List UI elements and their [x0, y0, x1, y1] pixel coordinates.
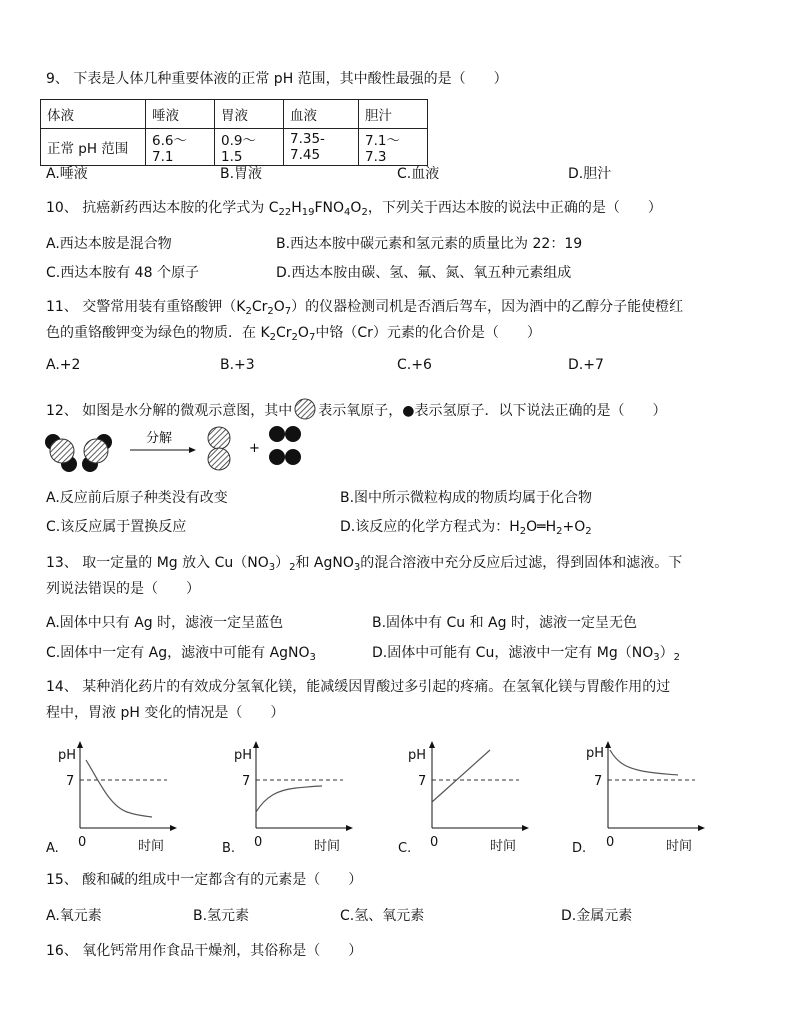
graph-seven-label: 7	[66, 774, 75, 789]
hydrogen-atom	[269, 449, 285, 465]
q10-stem-part: ，下列关于西达本胺的说法中正确的是（ ）	[367, 200, 662, 216]
graph-ylabel: pH	[408, 748, 427, 763]
q11-text: 中铬（Cr）元素的化合价是（ ）	[315, 325, 541, 341]
graph-seven-label: 7	[242, 774, 251, 789]
q11-text: Cr	[251, 299, 268, 315]
hydrogen-atom	[285, 449, 301, 465]
q12-option-b[interactable]: B.图中所示微粒构成的物质均属于化合物	[340, 490, 593, 506]
q14-stem-line1: 14、 某种消化药片的有效成分氢氧化镁，能减缓因胃酸过多引起的疼痛。在氢氧化镁与胃酸作用的过	[46, 679, 671, 695]
q10-option-b[interactable]: B.西达本胺中碳元素和氢元素的质量比为 22：19	[276, 236, 583, 252]
q13-option-a[interactable]: A.固体中只有 Ag 时，滤液一定呈蓝色	[46, 615, 284, 631]
subscript: 4	[344, 207, 351, 218]
hydrogen-atom	[285, 426, 301, 442]
q12-stem	[46, 398, 666, 420]
graph-xlabel: 时间	[138, 839, 165, 854]
subscript: 2	[267, 306, 274, 317]
subscript: 3	[353, 562, 361, 573]
q13-text: 和 AgNO	[295, 555, 354, 571]
q13-text: 13、 取一定量的 Mg 放入 Cu（NO	[46, 555, 269, 571]
ph-range-table	[40, 99, 428, 166]
q12-text: O═H	[526, 519, 557, 535]
q15-option-a[interactable]: A.氧元素	[46, 908, 102, 924]
table-header-cell: 血液	[284, 100, 359, 129]
ph-graph-a[interactable]	[42, 738, 212, 856]
oxygen-atom	[50, 439, 74, 463]
ph-graph-b[interactable]	[218, 738, 388, 856]
subscript: 2	[519, 526, 527, 537]
q13-stem-line2: 列说法错误的是（ ）	[46, 581, 200, 597]
subscript: 2	[245, 306, 252, 317]
q10-stem-part: O	[350, 200, 362, 216]
q12-option-d[interactable]	[340, 516, 592, 537]
subscript: 2	[361, 207, 368, 218]
subscript: 19	[301, 207, 315, 218]
q10-option-a[interactable]: A.西达本胺是混合物	[46, 236, 172, 252]
graph-origin-label: 0	[78, 835, 87, 850]
q11-option-c[interactable]: C.+6	[397, 357, 432, 373]
q12-text: +O	[562, 519, 586, 535]
oxygen-atom	[208, 427, 230, 449]
q13-option-b[interactable]: B.固体中有 Cu 和 Ag 时，滤液一定呈无色	[372, 615, 637, 631]
graph-origin-label: 0	[606, 835, 615, 850]
q12-text: D.该反应的化学方程式为：H	[340, 519, 520, 535]
q12-text: 12、 如图是水分解的微观示意图，其中	[46, 403, 293, 419]
graph-xlabel: 时间	[314, 839, 341, 854]
graph-seven-label: 7	[594, 774, 603, 789]
q11-text: O	[297, 325, 309, 341]
q13-text: D.固体中可能有 Cu，滤液中一定有 Mg（NO	[372, 645, 654, 661]
oxygen-atom	[84, 439, 108, 463]
q9-option-b[interactable]: B.胃液	[220, 166, 263, 182]
graph-ylabel: pH	[234, 748, 253, 763]
q10-stem	[46, 197, 662, 218]
q11-option-d[interactable]: D.+7	[568, 357, 604, 373]
graph-origin-label: 0	[254, 835, 263, 850]
q11-option-a[interactable]: A.+2	[46, 357, 81, 373]
q11-text: Cr	[276, 325, 292, 341]
q12-text: 表示氧原子，●表示氢原子．以下说法正确的是（ ）	[318, 403, 667, 419]
q13-text: ）	[275, 555, 290, 571]
graph-option-label: C.	[398, 841, 412, 856]
subscript: 3	[309, 652, 316, 663]
q11-text: 11、 交警常用装有重铬酸钾（K	[46, 299, 246, 315]
table-header-cell: 胃液	[215, 100, 284, 129]
q9-stem: 9、 下表是人体几种重要体液的正常 pH 范围，其中酸性最强的是（ ）	[46, 71, 508, 87]
q11-text: 色的重铬酸钾变为绿色的物质．在 K	[46, 325, 270, 341]
q14-stem-line2: 程中，胃液 pH 变化的情况是（ ）	[46, 705, 285, 721]
table-header-cell: 唾液	[146, 100, 215, 129]
q13-text: C.固体中一定有 Ag，滤液中可能有 AgNO	[46, 645, 310, 661]
q15-option-b[interactable]: B.氢元素	[193, 908, 250, 924]
graph-option-label: A.	[46, 841, 59, 856]
q13-option-d[interactable]	[372, 642, 680, 663]
q13-stem-line1	[46, 552, 682, 573]
water-decomposition-diagram	[44, 424, 344, 476]
subscript: 7	[284, 306, 292, 317]
hydrogen-atom	[269, 426, 285, 442]
q15-option-c[interactable]: C.氢、氧元素	[340, 908, 425, 924]
q10-stem-part: FNO	[314, 200, 345, 216]
plus-sign: +	[249, 441, 260, 456]
q13-text: 的混合溶液中充分反应后过滤，得到固体和滤液。下	[360, 555, 683, 571]
subscript: 2	[291, 332, 298, 343]
q15-option-d[interactable]: D.金属元素	[561, 908, 633, 924]
q10-stem-part: 10、 抗癌新药西达本胺的化学式为 C	[46, 200, 279, 216]
q10-stem-part: H	[291, 200, 302, 216]
arrow-label: 分解	[146, 431, 173, 446]
subscript: 3	[653, 652, 660, 663]
graph-seven-label: 7	[418, 774, 427, 789]
table-row	[41, 100, 428, 129]
q11-option-b[interactable]: B.+3	[220, 357, 255, 373]
table-row-label: 正常 pH 范围	[41, 129, 146, 166]
q11-text: ）的仪器检测司机是否酒后驾车，因为酒中的乙醇分子能使橙红	[291, 299, 684, 315]
q10-option-d[interactable]: D.西达本胺由碳、氢、氟、氮、氧五种元素组成	[276, 265, 572, 281]
arrow-head-icon	[189, 447, 196, 453]
subscript: 2	[556, 526, 563, 537]
oxygen-atom-icon	[292, 398, 318, 420]
q11-stem-line2	[46, 322, 541, 343]
table-cell: 7.1～7.3	[359, 129, 428, 166]
table-header-cell: 体液	[41, 100, 146, 129]
subscript: 2	[269, 332, 277, 343]
subscript: 22	[278, 207, 292, 218]
q15-stem: 15、 酸和碱的组成中一定都含有的元素是（ ）	[46, 872, 363, 888]
graph-xlabel: 时间	[490, 839, 517, 854]
graph-option-label: B.	[222, 841, 236, 856]
q11-text: O	[273, 299, 285, 315]
graph-xlabel: 时间	[666, 839, 693, 854]
table-header-cell: 胆汁	[359, 100, 428, 129]
graph-ylabel: pH	[586, 746, 605, 761]
table-cell: 7.35-7.45	[284, 129, 359, 166]
ph-graph-d[interactable]	[570, 738, 740, 856]
q9-option-c[interactable]: C.血液	[397, 166, 440, 182]
table-cell: 6.6～7.1	[146, 129, 215, 166]
graph-option-label: D.	[572, 841, 587, 856]
subscript: 3	[268, 562, 276, 573]
subscript: 2	[585, 526, 592, 537]
q12-option-a[interactable]: A.反应前后原子种类没有改变	[46, 490, 228, 506]
graph-origin-label: 0	[430, 835, 439, 850]
q13-option-c[interactable]	[46, 642, 316, 663]
q9-option-a[interactable]: A.唾液	[46, 166, 88, 182]
table-cell: 0.9～1.5	[215, 129, 284, 166]
oxygen-atom	[208, 448, 230, 470]
q16-stem: 16、 氧化钙常用作食品干燥剂，其俗称是（ ）	[46, 943, 363, 959]
subscript: 2	[289, 562, 296, 573]
ph-graph-c[interactable]	[394, 738, 564, 856]
q12-option-c[interactable]: C.该反应属于置换反应	[46, 519, 187, 535]
q10-option-c[interactable]: C.西达本胺有 48 个原子	[46, 265, 199, 281]
subscript: 2	[673, 652, 680, 663]
q11-stem-line1	[46, 296, 683, 317]
q13-text: ）	[659, 645, 674, 661]
graph-ylabel: pH	[58, 748, 77, 763]
table-row	[41, 129, 428, 166]
q9-option-d[interactable]: D.胆汁	[568, 166, 612, 182]
subscript: 7	[308, 332, 316, 343]
